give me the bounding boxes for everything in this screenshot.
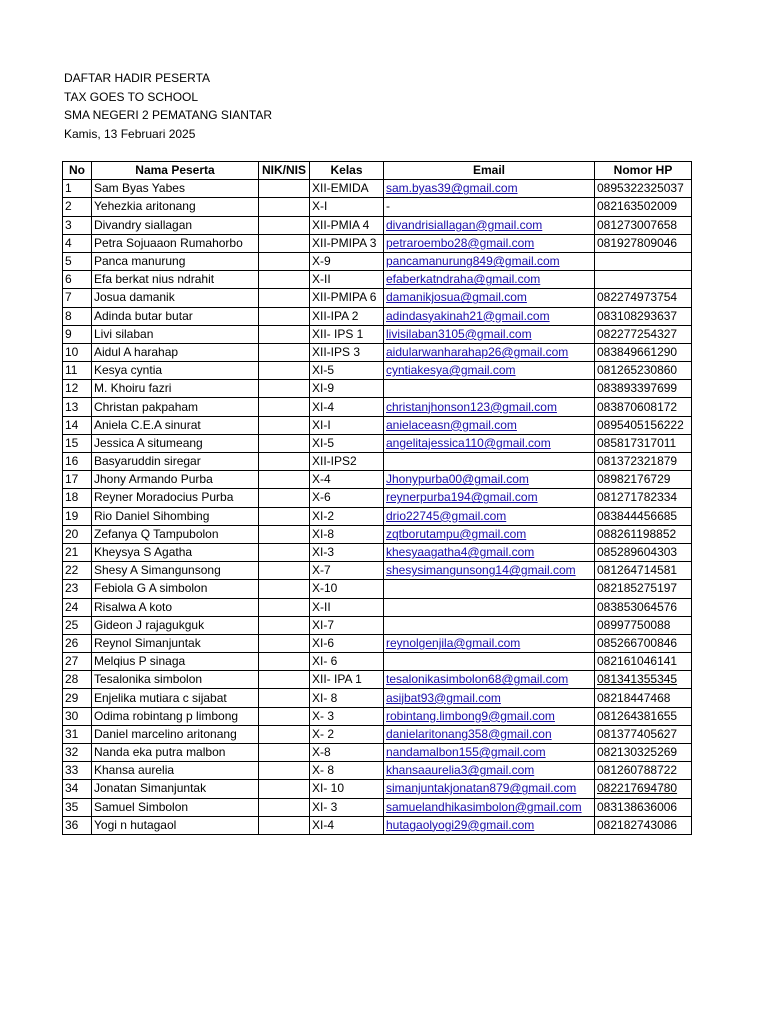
cell-email: [384, 798, 595, 816]
cell-email: [384, 816, 595, 834]
cell-no: 12: [63, 380, 92, 398]
cell-email: [384, 780, 595, 798]
cell-hp: 082182743086: [595, 816, 692, 834]
cell-kelas: X-I: [310, 198, 384, 216]
cell-kelas: X-9: [310, 252, 384, 270]
cell-nik: [259, 489, 310, 507]
cell-hp: 085817317011: [595, 434, 692, 452]
cell-hp: 082161046141: [595, 653, 692, 671]
cell-kelas: XII-EMIDA: [310, 180, 384, 198]
cell-nama: Samuel Simbolon: [92, 798, 259, 816]
cell-nik: [259, 634, 310, 652]
cell-email: [384, 689, 595, 707]
table-row: [63, 489, 692, 507]
cell-hp: 083849661290: [595, 343, 692, 361]
cell-no: 6: [63, 271, 92, 289]
email-link[interactable]: christanjhonson123@gmail.com: [386, 399, 557, 414]
cell-nik: [259, 507, 310, 525]
cell-nik: [259, 453, 310, 471]
cell-kelas: XII- IPS 1: [310, 325, 384, 343]
heading-school: SMA NEGERI 2 PEMATANG SIANTAR: [64, 108, 273, 122]
cell-email: [384, 416, 595, 434]
cell-email: [384, 562, 595, 580]
cell-nama: Gideon J rajagukguk: [92, 616, 259, 634]
cell-nik: [259, 362, 310, 380]
cell-hp: 081271782334: [595, 489, 692, 507]
cell-no: 4: [63, 234, 92, 252]
cell-no: 21: [63, 543, 92, 561]
cell-kelas: X-7: [310, 562, 384, 580]
email-link[interactable]: livisilaban3105@gmail.com: [386, 326, 532, 341]
cell-kelas: X-6: [310, 489, 384, 507]
table-row: [63, 689, 692, 707]
table-row: [63, 744, 692, 762]
cell-email: [384, 598, 595, 616]
cell-email: [384, 325, 595, 343]
email-link[interactable]: nandamalbon155@gmail.com: [386, 745, 546, 760]
table-row: [63, 453, 692, 471]
cell-nik: [259, 543, 310, 561]
table-row: [63, 580, 692, 598]
table-row: [63, 198, 692, 216]
cell-nama: Divandry siallagan: [92, 216, 259, 234]
table-row: [63, 543, 692, 561]
cell-no: 16: [63, 453, 92, 471]
cell-no: 11: [63, 362, 92, 380]
cell-nama: Jonatan Simanjuntak: [92, 780, 259, 798]
cell-email: [384, 471, 595, 489]
table-row: [63, 398, 692, 416]
cell-nik: [259, 744, 310, 762]
cell-no: 22: [63, 562, 92, 580]
cell-nama: Nanda eka putra malbon: [92, 744, 259, 762]
table-row: [63, 634, 692, 652]
cell-no: 32: [63, 744, 92, 762]
heading-title: DAFTAR HADIR PESERTA: [64, 71, 211, 85]
cell-hp: 085289604303: [595, 543, 692, 561]
table-row: [63, 653, 692, 671]
email-link[interactable]: reynerpurba194@gmail.com: [386, 490, 538, 505]
cell-hp: 083893397699: [595, 380, 692, 398]
cell-nik: [259, 325, 310, 343]
email-link[interactable]: khansaaurelia3@gmail.com: [386, 763, 535, 778]
cell-hp: 081372321879: [595, 453, 692, 471]
header-no: No: [63, 162, 92, 180]
cell-nama: Josua damanik: [92, 289, 259, 307]
cell-nik: [259, 434, 310, 452]
email-link[interactable]: danielaritonang358@gmail.con: [386, 726, 552, 741]
heading-event: TAX GOES TO SCHOOL: [64, 89, 199, 104]
table-row: [63, 707, 692, 725]
email-link[interactable]: anielaceasn@gmail.com: [386, 417, 517, 432]
cell-email: [384, 616, 595, 634]
cell-nik: [259, 780, 310, 798]
cell-hp: 0895405156222: [595, 416, 692, 434]
cell-email: [384, 580, 595, 598]
cell-nik: [259, 562, 310, 580]
cell-nik: [259, 725, 310, 743]
cell-kelas: XI- 8: [310, 689, 384, 707]
cell-kelas: X-II: [310, 271, 384, 289]
attendance-table: [62, 161, 692, 835]
cell-no: 20: [63, 525, 92, 543]
email-link[interactable]: khesyaagatha4@gmail.com: [386, 545, 535, 560]
email-link[interactable]: aidularwanharahap26@gmail.com: [386, 344, 569, 359]
cell-nama: Yehezkia aritonang: [92, 198, 259, 216]
cell-hp: 081260788722: [595, 762, 692, 780]
table-row: [63, 271, 692, 289]
table-row: [63, 307, 692, 325]
cell-no: 15: [63, 434, 92, 452]
cell-kelas: XII- IPA 1: [310, 671, 384, 689]
cell-email: [384, 507, 595, 525]
cell-hp: 08218447468: [595, 689, 692, 707]
cell-no: 8: [63, 307, 92, 325]
cell-nama: Shesy A Simangunsong: [92, 562, 259, 580]
cell-email: [384, 671, 595, 689]
cell-kelas: X-II: [310, 598, 384, 616]
cell-no: 13: [63, 398, 92, 416]
table-row: [63, 325, 692, 343]
cell-nama: Sam Byas Yabes: [92, 180, 259, 198]
cell-kelas: XII-IPS2: [310, 453, 384, 471]
table-row: [63, 252, 692, 270]
cell-nik: [259, 234, 310, 252]
cell-nama: Kesya cyntia: [92, 362, 259, 380]
cell-nama: Christan pakpaham: [92, 398, 259, 416]
cell-nama: Risalwa A koto: [92, 598, 259, 616]
cell-hp: 083844456685: [595, 507, 692, 525]
cell-nama: Reynol Simanjuntak: [92, 634, 259, 652]
cell-hp: 083108293637: [595, 307, 692, 325]
cell-nama: Aniela C.E.A sinurat: [92, 416, 259, 434]
cell-nik: [259, 307, 310, 325]
cell-hp: 082274973754: [595, 289, 692, 307]
cell-nik: [259, 689, 310, 707]
cell-no: 30: [63, 707, 92, 725]
cell-nama: Aidul A harahap: [92, 343, 259, 361]
cell-kelas: XII-IPA 2: [310, 307, 384, 325]
header-email: Email: [384, 162, 595, 180]
cell-kelas: XI-5: [310, 362, 384, 380]
cell-nik: [259, 252, 310, 270]
cell-no: 7: [63, 289, 92, 307]
cell-no: 34: [63, 780, 92, 798]
cell-email: [384, 380, 595, 398]
table-row: [63, 616, 692, 634]
cell-nama: Petra Sojuaaon Rumahorbo: [92, 234, 259, 252]
cell-nik: [259, 525, 310, 543]
cell-nama: Tesalonika simbolon: [92, 671, 259, 689]
cell-email: [384, 543, 595, 561]
email-link[interactable]: samuelandhikasimbolon@gmail.com: [386, 799, 582, 814]
cell-email: [384, 707, 595, 725]
email-link[interactable]: reynolgenjila@gmail.com: [386, 635, 521, 650]
cell-kelas: XI- 3: [310, 798, 384, 816]
email-link[interactable]: efaberkatndraha@gmail.com: [386, 272, 541, 287]
cell-email: [384, 216, 595, 234]
cell-nik: [259, 653, 310, 671]
cell-nik: [259, 380, 310, 398]
table-row: [63, 180, 692, 198]
cell-kelas: XI-4: [310, 816, 384, 834]
cell-kelas: XII-PMIPA 3: [310, 234, 384, 252]
table-row: [63, 525, 692, 543]
cell-no: 24: [63, 598, 92, 616]
cell-no: 10: [63, 343, 92, 361]
cell-nik: [259, 180, 310, 198]
cell-nama: Reyner Moradocius Purba: [92, 489, 259, 507]
cell-kelas: X-10: [310, 580, 384, 598]
cell-nama: Panca manurung: [92, 252, 259, 270]
cell-kelas: X- 8: [310, 762, 384, 780]
cell-no: 14: [63, 416, 92, 434]
table-row: [63, 362, 692, 380]
cell-nama: Yogi n hutagaol: [92, 816, 259, 834]
cell-nama: Rio Daniel Sihombing: [92, 507, 259, 525]
cell-hp: 08982176729: [595, 471, 692, 489]
cell-email: [384, 453, 595, 471]
cell-kelas: XI-4: [310, 398, 384, 416]
cell-nik: [259, 598, 310, 616]
cell-email: [384, 489, 595, 507]
cell-nik: [259, 671, 310, 689]
cell-hp: 082130325269: [595, 744, 692, 762]
email-link[interactable]: adindasyakinah21@gmail.com: [386, 308, 550, 323]
cell-email: [384, 180, 595, 198]
cell-no: 5: [63, 252, 92, 270]
email-link[interactable]: cyntiakesya@gmail.com: [386, 363, 516, 378]
cell-nama: Febiola G A simbolon: [92, 580, 259, 598]
cell-no: 19: [63, 507, 92, 525]
cell-hp: 081273007658: [595, 216, 692, 234]
cell-no: 18: [63, 489, 92, 507]
cell-no: 33: [63, 762, 92, 780]
email-link[interactable]: sam.byas39@gmail.com: [386, 181, 518, 196]
email-link[interactable]: divandrisiallagan@gmail.com: [386, 217, 543, 232]
header-kelas: Kelas: [310, 162, 384, 180]
email-link[interactable]: robintang.limbong9@gmail.com: [386, 708, 555, 723]
cell-kelas: XI-I: [310, 416, 384, 434]
cell-hp: 083138636006: [595, 798, 692, 816]
cell-kelas: XI-2: [310, 507, 384, 525]
cell-no: 31: [63, 725, 92, 743]
email-link[interactable]: Jhonypurba00@gmail.com: [386, 472, 529, 487]
cell-nik: [259, 398, 310, 416]
cell-nik: [259, 198, 310, 216]
email-link[interactable]: shesysimangunsong14@gmail.com: [386, 563, 576, 578]
table-row: [63, 562, 692, 580]
cell-nik: [259, 343, 310, 361]
email-link[interactable]: angelitajessica110@gmail.com: [386, 435, 551, 450]
table-row: [63, 725, 692, 743]
cell-email: [384, 343, 595, 361]
cell-kelas: XII-PMIA 4: [310, 216, 384, 234]
cell-nik: [259, 616, 310, 634]
header-hp: Nomor HP: [595, 162, 692, 180]
email-link[interactable]: asijbat93@gmail.com: [386, 690, 501, 705]
cell-no: 35: [63, 798, 92, 816]
cell-nama: Jhony Armando Purba: [92, 471, 259, 489]
cell-email: [384, 634, 595, 652]
cell-hp: 088261198852: [595, 525, 692, 543]
table-row: [63, 434, 692, 452]
email-link[interactable]: damanikjosua@gmail.com: [386, 290, 527, 305]
cell-email: [384, 271, 595, 289]
cell-nama: Jessica A situmeang: [92, 434, 259, 452]
table-row: [63, 416, 692, 434]
cell-nik: [259, 762, 310, 780]
table-row: [63, 798, 692, 816]
cell-no: 23: [63, 580, 92, 598]
cell-kelas: XI-7: [310, 616, 384, 634]
cell-nik: [259, 289, 310, 307]
cell-nik: [259, 216, 310, 234]
cell-no: 2: [63, 198, 92, 216]
cell-hp: 081341355345: [595, 671, 692, 689]
cell-nama: Adinda butar butar: [92, 307, 259, 325]
cell-nama: Daniel marcelino aritonang: [92, 725, 259, 743]
cell-email: [384, 525, 595, 543]
email-link[interactable]: simanjuntakjonatan879@gmail.com: [386, 781, 577, 796]
cell-hp: 081377405627: [595, 725, 692, 743]
cell-email: [384, 362, 595, 380]
cell-nama: Khansa aurelia: [92, 762, 259, 780]
cell-email: [384, 434, 595, 452]
cell-hp: 08997750088: [595, 616, 692, 634]
cell-kelas: X-8: [310, 744, 384, 762]
table-body: [63, 180, 692, 835]
cell-email: [384, 252, 595, 270]
cell-hp: [595, 252, 692, 270]
cell-kelas: XI- 10: [310, 780, 384, 798]
cell-email: [384, 725, 595, 743]
cell-hp: 081264714581: [595, 562, 692, 580]
table-row: [63, 762, 692, 780]
cell-kelas: XI-9: [310, 380, 384, 398]
cell-email: [384, 762, 595, 780]
cell-kelas: XI- 6: [310, 653, 384, 671]
cell-no: 26: [63, 634, 92, 652]
table-row: [63, 380, 692, 398]
email-link[interactable]: pancamanurung849@gmail.com: [386, 254, 560, 269]
cell-kelas: XI-6: [310, 634, 384, 652]
cell-hp: 081264381655: [595, 707, 692, 725]
cell-kelas: XI-3: [310, 543, 384, 561]
table-header-row: [63, 162, 692, 180]
table-row: [63, 780, 692, 798]
cell-nama: Basyaruddin siregar: [92, 453, 259, 471]
cell-no: 1: [63, 180, 92, 198]
cell-kelas: XII-PMIPA 6: [310, 289, 384, 307]
cell-nama: Enjelika mutiara c sijabat: [92, 689, 259, 707]
cell-email: [384, 653, 595, 671]
cell-nik: [259, 471, 310, 489]
cell-kelas: X- 3: [310, 707, 384, 725]
cell-hp: 082217694780: [595, 780, 692, 798]
cell-email: -: [384, 198, 595, 216]
table-row: [63, 343, 692, 361]
cell-hp: 081265230860: [595, 362, 692, 380]
cell-nama: Zefanya Q Tampubolon: [92, 525, 259, 543]
table-row: [63, 289, 692, 307]
cell-email: [384, 744, 595, 762]
cell-email: [384, 289, 595, 307]
cell-no: 36: [63, 816, 92, 834]
cell-hp: 081927809046: [595, 234, 692, 252]
table-row: [63, 234, 692, 252]
cell-email: [384, 307, 595, 325]
table-row: [63, 216, 692, 234]
table-row: [63, 816, 692, 834]
cell-no: 28: [63, 671, 92, 689]
heading-date: Kamis, 13 Februari 2025: [64, 126, 196, 141]
cell-no: 3: [63, 216, 92, 234]
email-link[interactable]: tesalonikasimbolon68@gmail.com: [386, 672, 569, 687]
email-link[interactable]: petraroembo28@gmail.com: [386, 235, 535, 250]
cell-hp: 082185275197: [595, 580, 692, 598]
cell-nama: Melqius P sinaga: [92, 653, 259, 671]
table-row: [63, 671, 692, 689]
cell-nik: [259, 271, 310, 289]
cell-kelas: X-4: [310, 471, 384, 489]
table-row: [63, 598, 692, 616]
cell-email: [384, 398, 595, 416]
email-link[interactable]: drio22745@gmail.com: [386, 508, 507, 523]
cell-nik: [259, 416, 310, 434]
cell-nik: [259, 798, 310, 816]
email-link[interactable]: zqtborutampu@gmail.com: [386, 526, 527, 541]
cell-nama: Kheysya S Agatha: [92, 543, 259, 561]
cell-nama: Odima robintang p limbong: [92, 707, 259, 725]
cell-hp: [595, 271, 692, 289]
cell-nik: [259, 707, 310, 725]
cell-nama: Efa berkat nius ndrahit: [92, 271, 259, 289]
cell-hp: 082277254327: [595, 325, 692, 343]
table-row: [63, 471, 692, 489]
cell-no: 27: [63, 653, 92, 671]
cell-hp: 0895322325037: [595, 180, 692, 198]
cell-kelas: XI-8: [310, 525, 384, 543]
cell-nik: [259, 816, 310, 834]
cell-no: 17: [63, 471, 92, 489]
table-row: [63, 507, 692, 525]
cell-hp: 083853064576: [595, 598, 692, 616]
cell-no: 29: [63, 689, 92, 707]
cell-nama: M. Khoiru fazri: [92, 380, 259, 398]
email-link[interactable]: hutagaolyogi29@gmail.com: [386, 817, 535, 832]
document-heading: [64, 69, 272, 143]
cell-hp: 085266700846: [595, 634, 692, 652]
header-nama: Nama Peserta: [92, 162, 259, 180]
cell-no: 9: [63, 325, 92, 343]
cell-kelas: XI-5: [310, 434, 384, 452]
cell-no: 25: [63, 616, 92, 634]
cell-kelas: XII-IPS 3: [310, 343, 384, 361]
cell-email: [384, 234, 595, 252]
cell-nik: [259, 580, 310, 598]
cell-hp: 082163502009: [595, 198, 692, 216]
header-nik: NIK/NIS: [259, 162, 310, 180]
cell-kelas: X- 2: [310, 725, 384, 743]
cell-nama: Livi silaban: [92, 325, 259, 343]
cell-hp: 083870608172: [595, 398, 692, 416]
